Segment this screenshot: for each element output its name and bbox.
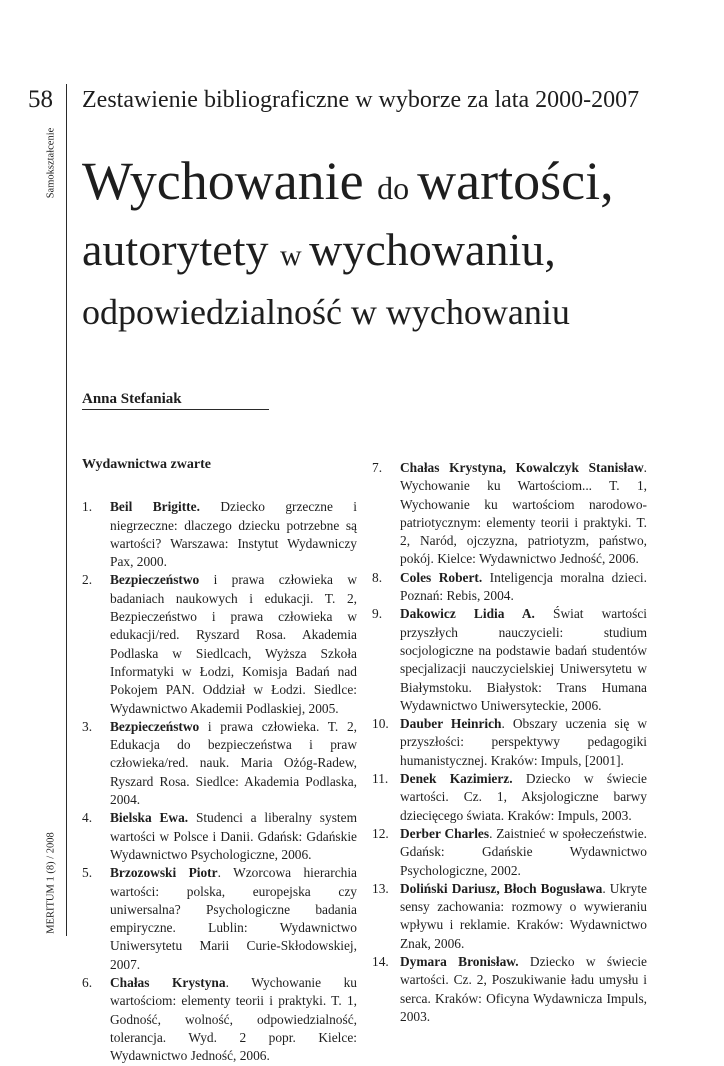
bibliography-entry [82,809,357,864]
entry-author: Coles Robert. [400,569,483,585]
entry-description: . Wychowanie ku wartościom: elementy teorii i praktyki. T. 1, Godność, wolność, odpowiedzialność, tolerancja. Wyd. 2 popr. Kielce: Wydawnictwo Jedność, 2006. [110,975,357,1064]
title-line-3: odpowiedzialność w wychowaniu [82,292,570,332]
entry-author: Bezpieczeństwo [110,718,200,734]
entry-text [400,953,647,1026]
entry-number: 6. [82,975,93,991]
entry-text [110,809,357,864]
margin-rule [66,84,67,936]
bibliography-entry [372,770,647,825]
entry-number: 13. [372,880,389,896]
entry-author: Dymara Bronisław. [400,954,519,970]
entry-description: . Wychowanie ku Wartościom... T. 1, Wychowanie ku wartościom narodowo-patriotycznym: elementy teorii i praktyki. T. 2, Naród, ojczyzna, patriotyzm, państwo, pokój. Kielce: Wydawnictwo Jedność, 2006. [400,460,647,567]
entry-description: . Zaistnieć w społeczeństwie. Gdańsk: Gdańskie Wydawnictwo Psychologiczne, 2002. [400,825,647,878]
entry-author: Dauber Heinrich [400,716,502,732]
entry-text [110,864,357,974]
entry-author: Dakowicz Lidia A. [400,606,535,622]
entry-number: 3. [82,718,93,734]
entry-author: Beil Brigitte. [110,499,200,515]
entry-text [400,605,647,715]
entry-description: i prawa człowieka w badaniach naukowych i edukacji. T. 2, Bezpieczeństwo i prawa człowieka w edukacji/red. Ryszard Rosa. Akademia Podlaska w Siedlcach, Wyższa Szkoła Informatyki w Łodzi, Komisja Badań nad Pokojem PAN. Oddział w Łodzi. Siedlce: Wydawnictwo Akademii Podlaskiej, 2005. [110,572,357,716]
entry-number: 10. [372,716,389,732]
entry-text [110,571,357,717]
bibliography-column-right [372,459,647,1026]
entry-number: 5. [82,865,93,881]
entry-number: 11. [372,771,389,787]
bibliography-entry [372,569,647,606]
bibliography-entry [82,571,357,717]
entry-author: Brzozowski Piotr [110,865,218,881]
entry-description: Dziecko w świecie wartości. Cz. 1, Aksjologiczne barwy dziecięcego świata. Kraków: Impuls, 2003. [400,771,647,823]
entry-number: 2. [82,572,93,588]
entry-text [400,825,647,880]
bibliography-entry [82,718,357,809]
entry-text [110,498,357,571]
article-author: Anna Stefaniak [82,391,182,407]
bibliography-entry [372,605,647,715]
series-title: Zestawienie bibliograficzne w wyborze za lata 2000-2007 [82,87,640,113]
bibliography-entry [372,953,647,1026]
entry-description: Inteligencja moralna dzieci. Poznań: Rebis, 2004. [400,569,647,604]
entry-number: 1. [82,499,93,515]
bibliography-entry [82,498,357,571]
entry-text [110,718,357,809]
bibliography-entry [372,715,647,770]
entry-author: Bezpieczeństwo [110,572,200,588]
entry-number: 7. [372,460,383,475]
entry-description: Dziecko w świecie wartości. Cz. 2, Poszukiwanie ładu umysłu i serca. Kraków: Oficyna Wydawnicza Impuls, 2003. [400,954,648,1024]
entry-text [400,569,647,606]
entry-number: 14. [372,954,389,970]
entry-description: . Obszary uczenia się w przyszłości: perspektywy pedagogiki humanistycznej. Kraków: Impuls, [2001]. [400,716,647,768]
entry-description: Dziecko grzeczne i niegrzeczne: dlaczego dziecku potrzebne są wartości? Warszawa: Instytut Wydawniczy Pax, 2000. [110,499,357,570]
bibliography-entry [372,880,647,953]
side-label-section: Samokształcenie [45,127,57,198]
bibliography-entry [82,864,357,974]
bibliography-entry [372,459,647,569]
entry-text [400,880,647,953]
entry-author: Bielska Ewa. [110,810,189,826]
entry-author: Derber Charles [400,825,490,841]
entry-author: Doliński Dariusz, Błoch Bogusława [400,880,603,896]
entry-description: i prawa człowieka. T. 2, Edukacja do bezpieczeństwa i praw człowieka/red. nauk. Maria Ożóg-Radew, Ryszard Rosa. Siedlce: Akademia Podlaska, 2004. [110,718,357,808]
entry-author: Chałas Krystyna, Kowalczyk Stanisław [400,460,644,475]
entry-description: . Wzorcowa hierarchia wartości: polska, europejska czy uniwersalna? Psychologiczne badania empiryczne. Lublin: Wydawnictwo Uniwersytetu Marii Curie-Skłodowskiej, 2007. [110,865,357,972]
entry-number: 8. [372,569,383,585]
entry-author: Chałas Krystyna [110,975,226,991]
title-line-2: autorytety w wychowaniu, [82,224,556,275]
bibliography-column-left [82,456,357,1066]
title-line-1: Wychowanie do wartości, [82,151,614,211]
article-title [82,150,702,337]
entry-text [110,974,357,1065]
section-heading: Wydawnictwa zwarte [82,457,211,472]
entry-number: 4. [82,810,93,826]
entry-description: Świat wartości przyszłych nauczycieli: studium socjologiczne na podstawie badań studentów specjalizacji nauczycielskiej Uniwersytetu w Białymstoku. Białystok: Trans Humana Wydawnictwo Uniwersyteckie, 2006. [400,606,647,713]
bibliography-entry [82,974,357,1065]
entry-author: Denek Kazimierz. [400,771,513,787]
entry-text [400,770,647,825]
page-number: 58 [28,86,53,113]
bibliography-entry [372,825,647,880]
entry-text [400,715,647,770]
entry-text [400,459,647,569]
entry-number: 12. [372,825,389,841]
author-underline [82,409,269,410]
entry-description: . Ukryte sensy zachowania: rozmowy o wywieraniu wpływu i reklamie. Kraków: Wydawnictwo Znak, 2006. [400,880,647,951]
entry-description: Studenci a liberalny system wartości w Polsce i Danii. Gdańsk: Gdańskie Wydawnictwo Psychologiczne, 2006. [110,810,357,862]
entry-number: 9. [372,606,383,622]
side-label-journal: MERITUM 1 (8) / 2008 [45,831,57,934]
